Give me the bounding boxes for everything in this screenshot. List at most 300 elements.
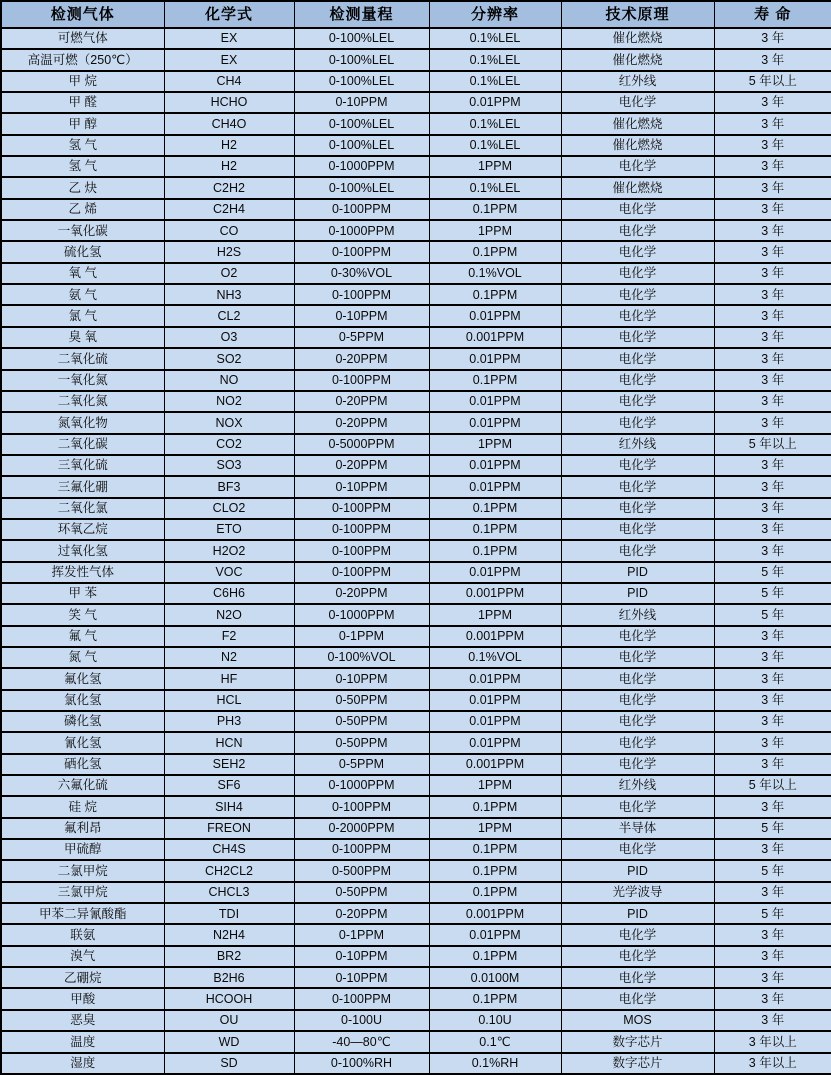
cell-technology: 电化学 [561,647,714,668]
cell-chemical-formula: NO2 [164,391,294,412]
table-row [1,668,831,689]
cell-lifespan: 3 年 [714,476,831,497]
cell-detection-range: 0-100PPM [294,241,429,262]
cell-detection-range: 0-20PPM [294,391,429,412]
cell-chemical-formula: HCL [164,690,294,711]
cell-technology: 电化学 [561,391,714,412]
cell-gas-name: 甲 醇 [1,113,164,134]
cell-resolution: 0.01PPM [429,668,561,689]
cell-chemical-formula: HF [164,668,294,689]
table-row [1,924,831,945]
cell-chemical-formula: VOC [164,562,294,583]
cell-detection-range: 0-100%LEL [294,71,429,92]
cell-resolution: 0.01PPM [429,562,561,583]
cell-technology: 催化燃烧 [561,28,714,49]
cell-lifespan: 3 年 [714,690,831,711]
cell-chemical-formula: H2 [164,135,294,156]
header-cell-lifespan: 寿 命 [714,1,831,28]
cell-technology: 电化学 [561,924,714,945]
cell-chemical-formula: HCHO [164,92,294,113]
cell-resolution: 0.01PPM [429,412,561,433]
cell-chemical-formula: WD [164,1031,294,1052]
cell-gas-name: 甲酸 [1,988,164,1009]
cell-chemical-formula: C2H2 [164,177,294,198]
cell-gas-name: 硫化氢 [1,241,164,262]
cell-gas-name: 挥发性气体 [1,562,164,583]
cell-resolution: 0.01PPM [429,476,561,497]
cell-gas-name: 氟利昂 [1,818,164,839]
cell-lifespan: 3 年 [714,732,831,753]
cell-detection-range: 0-30%VOL [294,263,429,284]
cell-detection-range: 0-100PPM [294,796,429,817]
cell-detection-range: 0-20PPM [294,455,429,476]
cell-resolution: 0.1%LEL [429,135,561,156]
cell-resolution: 0.0100M [429,967,561,988]
table-row [1,711,831,732]
cell-detection-range: 0-100%LEL [294,28,429,49]
cell-technology: 电化学 [561,796,714,817]
cell-resolution: 0.01PPM [429,690,561,711]
cell-resolution: 0.1%VOL [429,263,561,284]
cell-chemical-formula: H2S [164,241,294,262]
cell-resolution: 1PPM [429,604,561,625]
cell-gas-name: 甲硫醇 [1,839,164,860]
cell-resolution: 0.001PPM [429,626,561,647]
cell-lifespan: 3 年 [714,284,831,305]
cell-technology: 电化学 [561,370,714,391]
cell-chemical-formula: PH3 [164,711,294,732]
cell-resolution: 0.001PPM [429,903,561,924]
cell-chemical-formula: N2 [164,647,294,668]
cell-technology: 红外线 [561,434,714,455]
cell-chemical-formula: TDI [164,903,294,924]
cell-chemical-formula: N2O [164,604,294,625]
cell-chemical-formula: CH4S [164,839,294,860]
cell-detection-range: 0-1PPM [294,626,429,647]
cell-lifespan: 5 年 [714,860,831,881]
cell-resolution: 0.10U [429,1010,561,1031]
cell-lifespan: 5 年以上 [714,71,831,92]
cell-detection-range: 0-1000PPM [294,156,429,177]
cell-detection-range: 0-100PPM [294,988,429,1009]
cell-gas-name: 氢 气 [1,156,164,177]
cell-lifespan: 3 年 [714,540,831,561]
cell-lifespan: 3 年 [714,967,831,988]
cell-chemical-formula: F2 [164,626,294,647]
cell-resolution: 0.1%LEL [429,177,561,198]
cell-resolution: 0.1PPM [429,498,561,519]
table-row [1,241,831,262]
cell-lifespan: 3 年以上 [714,1031,831,1052]
cell-technology: 电化学 [561,412,714,433]
table-row [1,690,831,711]
cell-detection-range: 0-100%LEL [294,177,429,198]
cell-chemical-formula: CO [164,220,294,241]
cell-detection-range: 0-500PPM [294,860,429,881]
cell-gas-name: 温度 [1,1031,164,1052]
cell-gas-name: 笑 气 [1,604,164,625]
cell-chemical-formula: SIH4 [164,796,294,817]
cell-gas-name: 湿度 [1,1053,164,1075]
cell-lifespan: 3 年 [714,391,831,412]
table-row [1,647,831,668]
cell-lifespan: 3 年以上 [714,1053,831,1075]
table-row [1,199,831,220]
cell-gas-name: 氢 气 [1,135,164,156]
cell-resolution: 0.1%LEL [429,49,561,70]
cell-gas-name: 氰化氢 [1,732,164,753]
cell-chemical-formula: SF6 [164,775,294,796]
cell-resolution: 0.1PPM [429,284,561,305]
cell-gas-name: 二氧化硫 [1,348,164,369]
cell-gas-name: 氯化氢 [1,690,164,711]
cell-lifespan: 3 年 [714,455,831,476]
cell-gas-name: 磷化氢 [1,711,164,732]
table-row [1,796,831,817]
cell-gas-name: 氧 气 [1,263,164,284]
cell-chemical-formula: CHCL3 [164,882,294,903]
cell-gas-name: 氟 气 [1,626,164,647]
cell-lifespan: 3 年 [714,796,831,817]
cell-lifespan: 5 年 [714,562,831,583]
cell-technology: 电化学 [561,476,714,497]
cell-technology: 电化学 [561,754,714,775]
cell-detection-range: 0-50PPM [294,711,429,732]
cell-technology: 电化学 [561,498,714,519]
table-row [1,412,831,433]
cell-technology: 电化学 [561,626,714,647]
cell-detection-range: 0-10PPM [294,92,429,113]
cell-resolution: 0.1PPM [429,839,561,860]
cell-technology: 红外线 [561,604,714,625]
cell-resolution: 0.1PPM [429,882,561,903]
header-cell-resolution: 分辨率 [429,1,561,28]
cell-detection-range: 0-100%LEL [294,135,429,156]
table-row [1,818,831,839]
cell-lifespan: 3 年 [714,711,831,732]
cell-gas-name: 氨 气 [1,284,164,305]
table-row [1,348,831,369]
cell-gas-name: 过氧化氢 [1,540,164,561]
cell-resolution: 0.001PPM [429,327,561,348]
table-row [1,455,831,476]
header-row [1,1,831,28]
cell-resolution: 0.01PPM [429,455,561,476]
cell-gas-name: 一氧化氮 [1,370,164,391]
cell-resolution: 1PPM [429,775,561,796]
table-row [1,967,831,988]
cell-resolution: 0.01PPM [429,732,561,753]
cell-resolution: 0.1PPM [429,199,561,220]
cell-lifespan: 3 年 [714,924,831,945]
cell-chemical-formula: CH4 [164,71,294,92]
cell-technology: 电化学 [561,348,714,369]
cell-detection-range: 0-20PPM [294,348,429,369]
cell-gas-name: 环氧乙烷 [1,519,164,540]
cell-resolution: 0.1PPM [429,241,561,262]
cell-chemical-formula: SEH2 [164,754,294,775]
cell-resolution: 0.1PPM [429,860,561,881]
cell-resolution: 0.1PPM [429,519,561,540]
table-row [1,860,831,881]
cell-lifespan: 5 年 [714,604,831,625]
cell-gas-name: 可燃气体 [1,28,164,49]
cell-technology: 电化学 [561,305,714,326]
cell-lifespan: 3 年 [714,498,831,519]
table-row [1,988,831,1009]
cell-chemical-formula: BF3 [164,476,294,497]
cell-resolution: 1PPM [429,156,561,177]
cell-technology: 红外线 [561,775,714,796]
table-row [1,391,831,412]
cell-chemical-formula: O3 [164,327,294,348]
cell-chemical-formula: HCOOH [164,988,294,1009]
cell-lifespan: 3 年 [714,113,831,134]
cell-gas-name: 二氧化碳 [1,434,164,455]
cell-chemical-formula: HCN [164,732,294,753]
cell-technology: MOS [561,1010,714,1031]
table-row [1,263,831,284]
table-row [1,498,831,519]
cell-detection-range: 0-100%RH [294,1053,429,1075]
table-row [1,583,831,604]
cell-lifespan: 3 年 [714,49,831,70]
table-row [1,434,831,455]
cell-detection-range: 0-20PPM [294,412,429,433]
cell-gas-name: 二氯甲烷 [1,860,164,881]
cell-technology: 电化学 [561,284,714,305]
table-row [1,604,831,625]
cell-technology: 电化学 [561,455,714,476]
cell-chemical-formula: NOX [164,412,294,433]
cell-gas-name: 六氟化硫 [1,775,164,796]
cell-gas-name: 氯 气 [1,305,164,326]
cell-lifespan: 3 年 [714,263,831,284]
cell-resolution: 0.1%LEL [429,71,561,92]
cell-gas-name: 硒化氢 [1,754,164,775]
cell-resolution: 1PPM [429,434,561,455]
cell-detection-range: 0-100PPM [294,199,429,220]
table-row [1,775,831,796]
cell-resolution: 0.001PPM [429,754,561,775]
table-row [1,626,831,647]
cell-detection-range: 0-5PPM [294,327,429,348]
header-cell-detection-range: 检测量程 [294,1,429,28]
cell-lifespan: 3 年 [714,754,831,775]
cell-lifespan: 3 年 [714,839,831,860]
cell-technology: 电化学 [561,156,714,177]
cell-resolution: 0.1%VOL [429,647,561,668]
cell-lifespan: 5 年 [714,903,831,924]
cell-detection-range: 0-1PPM [294,924,429,945]
cell-detection-range: 0-100PPM [294,519,429,540]
cell-gas-name: 氮 气 [1,647,164,668]
cell-detection-range: 0-1000PPM [294,220,429,241]
table-row [1,49,831,70]
cell-resolution: 0.1PPM [429,796,561,817]
cell-resolution: 0.1PPM [429,988,561,1009]
cell-technology: 催化燃烧 [561,49,714,70]
cell-technology: 数字芯片 [561,1031,714,1052]
cell-detection-range: -40—80℃ [294,1031,429,1052]
cell-gas-name: 三氟化硼 [1,476,164,497]
cell-technology: 电化学 [561,241,714,262]
cell-chemical-formula: B2H6 [164,967,294,988]
cell-lifespan: 5 年 [714,818,831,839]
cell-technology: 电化学 [561,711,714,732]
table-row [1,882,831,903]
cell-gas-name: 三氧化硫 [1,455,164,476]
table-row [1,1031,831,1052]
cell-gas-name: 氮氧化物 [1,412,164,433]
cell-chemical-formula: EX [164,28,294,49]
cell-technology: 电化学 [561,988,714,1009]
cell-technology: 电化学 [561,690,714,711]
cell-detection-range: 0-5PPM [294,754,429,775]
cell-chemical-formula: H2 [164,156,294,177]
cell-chemical-formula: NH3 [164,284,294,305]
cell-technology: 电化学 [561,220,714,241]
cell-detection-range: 0-100PPM [294,370,429,391]
cell-resolution: 0.01PPM [429,92,561,113]
cell-detection-range: 0-100PPM [294,562,429,583]
cell-chemical-formula: SD [164,1053,294,1075]
table-row [1,327,831,348]
cell-lifespan: 3 年 [714,412,831,433]
cell-technology: 电化学 [561,967,714,988]
cell-lifespan: 3 年 [714,348,831,369]
cell-gas-name: 氟化氢 [1,668,164,689]
cell-lifespan: 3 年 [714,988,831,1009]
cell-resolution: 0.01PPM [429,348,561,369]
cell-technology: 半导体 [561,818,714,839]
cell-lifespan: 3 年 [714,305,831,326]
table-row [1,903,831,924]
cell-lifespan: 3 年 [714,626,831,647]
cell-technology: 红外线 [561,71,714,92]
table-row [1,1010,831,1031]
cell-lifespan: 3 年 [714,156,831,177]
table-row [1,946,831,967]
cell-lifespan: 3 年 [714,135,831,156]
cell-detection-range: 0-100PPM [294,498,429,519]
cell-chemical-formula: CO2 [164,434,294,455]
table-row [1,284,831,305]
cell-technology: 电化学 [561,732,714,753]
cell-resolution: 0.001PPM [429,583,561,604]
cell-gas-name: 甲 苯 [1,583,164,604]
cell-technology: 电化学 [561,92,714,113]
table-row [1,92,831,113]
cell-lifespan: 3 年 [714,327,831,348]
cell-detection-range: 0-2000PPM [294,818,429,839]
cell-chemical-formula: BR2 [164,946,294,967]
cell-resolution: 1PPM [429,818,561,839]
cell-technology: PID [561,903,714,924]
cell-resolution: 1PPM [429,220,561,241]
table-row [1,476,831,497]
cell-resolution: 0.1%LEL [429,113,561,134]
cell-detection-range: 0-100U [294,1010,429,1031]
cell-detection-range: 0-1000PPM [294,775,429,796]
cell-gas-name: 三氯甲烷 [1,882,164,903]
table-row [1,839,831,860]
cell-lifespan: 5 年以上 [714,434,831,455]
cell-detection-range: 0-100PPM [294,284,429,305]
cell-resolution: 0.1PPM [429,370,561,391]
cell-resolution: 0.1%RH [429,1053,561,1075]
cell-chemical-formula: C6H6 [164,583,294,604]
cell-chemical-formula: EX [164,49,294,70]
cell-lifespan: 3 年 [714,946,831,967]
cell-technology: 光学波导 [561,882,714,903]
cell-lifespan: 3 年 [714,647,831,668]
table-row [1,562,831,583]
cell-technology: 电化学 [561,839,714,860]
table-row [1,732,831,753]
cell-lifespan: 5 年 [714,583,831,604]
cell-gas-name: 乙硼烷 [1,967,164,988]
cell-detection-range: 0-10PPM [294,946,429,967]
cell-resolution: 0.1PPM [429,946,561,967]
cell-technology: PID [561,562,714,583]
cell-gas-name: 臭 氧 [1,327,164,348]
cell-resolution: 0.01PPM [429,391,561,412]
cell-technology: 数字芯片 [561,1053,714,1075]
cell-chemical-formula: C2H4 [164,199,294,220]
cell-detection-range: 0-20PPM [294,903,429,924]
table-row [1,1053,831,1075]
header-cell-technology: 技术原理 [561,1,714,28]
cell-technology: 电化学 [561,327,714,348]
table-row [1,220,831,241]
header-cell-chemical-formula: 化学式 [164,1,294,28]
header-cell-gas-name: 检测气体 [1,1,164,28]
cell-detection-range: 0-5000PPM [294,434,429,455]
cell-chemical-formula: SO2 [164,348,294,369]
cell-detection-range: 0-100PPM [294,540,429,561]
cell-lifespan: 3 年 [714,1010,831,1031]
cell-technology: PID [561,860,714,881]
cell-lifespan: 3 年 [714,241,831,262]
cell-technology: 电化学 [561,540,714,561]
cell-resolution: 0.01PPM [429,711,561,732]
cell-lifespan: 3 年 [714,92,831,113]
cell-technology: PID [561,583,714,604]
table-row [1,305,831,326]
cell-chemical-formula: CH4O [164,113,294,134]
cell-technology: 催化燃烧 [561,135,714,156]
table-row [1,135,831,156]
cell-gas-name: 甲 醛 [1,92,164,113]
cell-chemical-formula: OU [164,1010,294,1031]
cell-technology: 电化学 [561,263,714,284]
cell-detection-range: 0-10PPM [294,967,429,988]
table-row [1,156,831,177]
cell-detection-range: 0-1000PPM [294,604,429,625]
cell-lifespan: 3 年 [714,370,831,391]
cell-detection-range: 0-100PPM [294,839,429,860]
cell-detection-range: 0-100%VOL [294,647,429,668]
cell-chemical-formula: H2O2 [164,540,294,561]
cell-chemical-formula: CLO2 [164,498,294,519]
cell-resolution: 0.01PPM [429,305,561,326]
cell-lifespan: 3 年 [714,668,831,689]
cell-chemical-formula: ETO [164,519,294,540]
cell-chemical-formula: N2H4 [164,924,294,945]
cell-lifespan: 3 年 [714,28,831,49]
cell-lifespan: 5 年以上 [714,775,831,796]
